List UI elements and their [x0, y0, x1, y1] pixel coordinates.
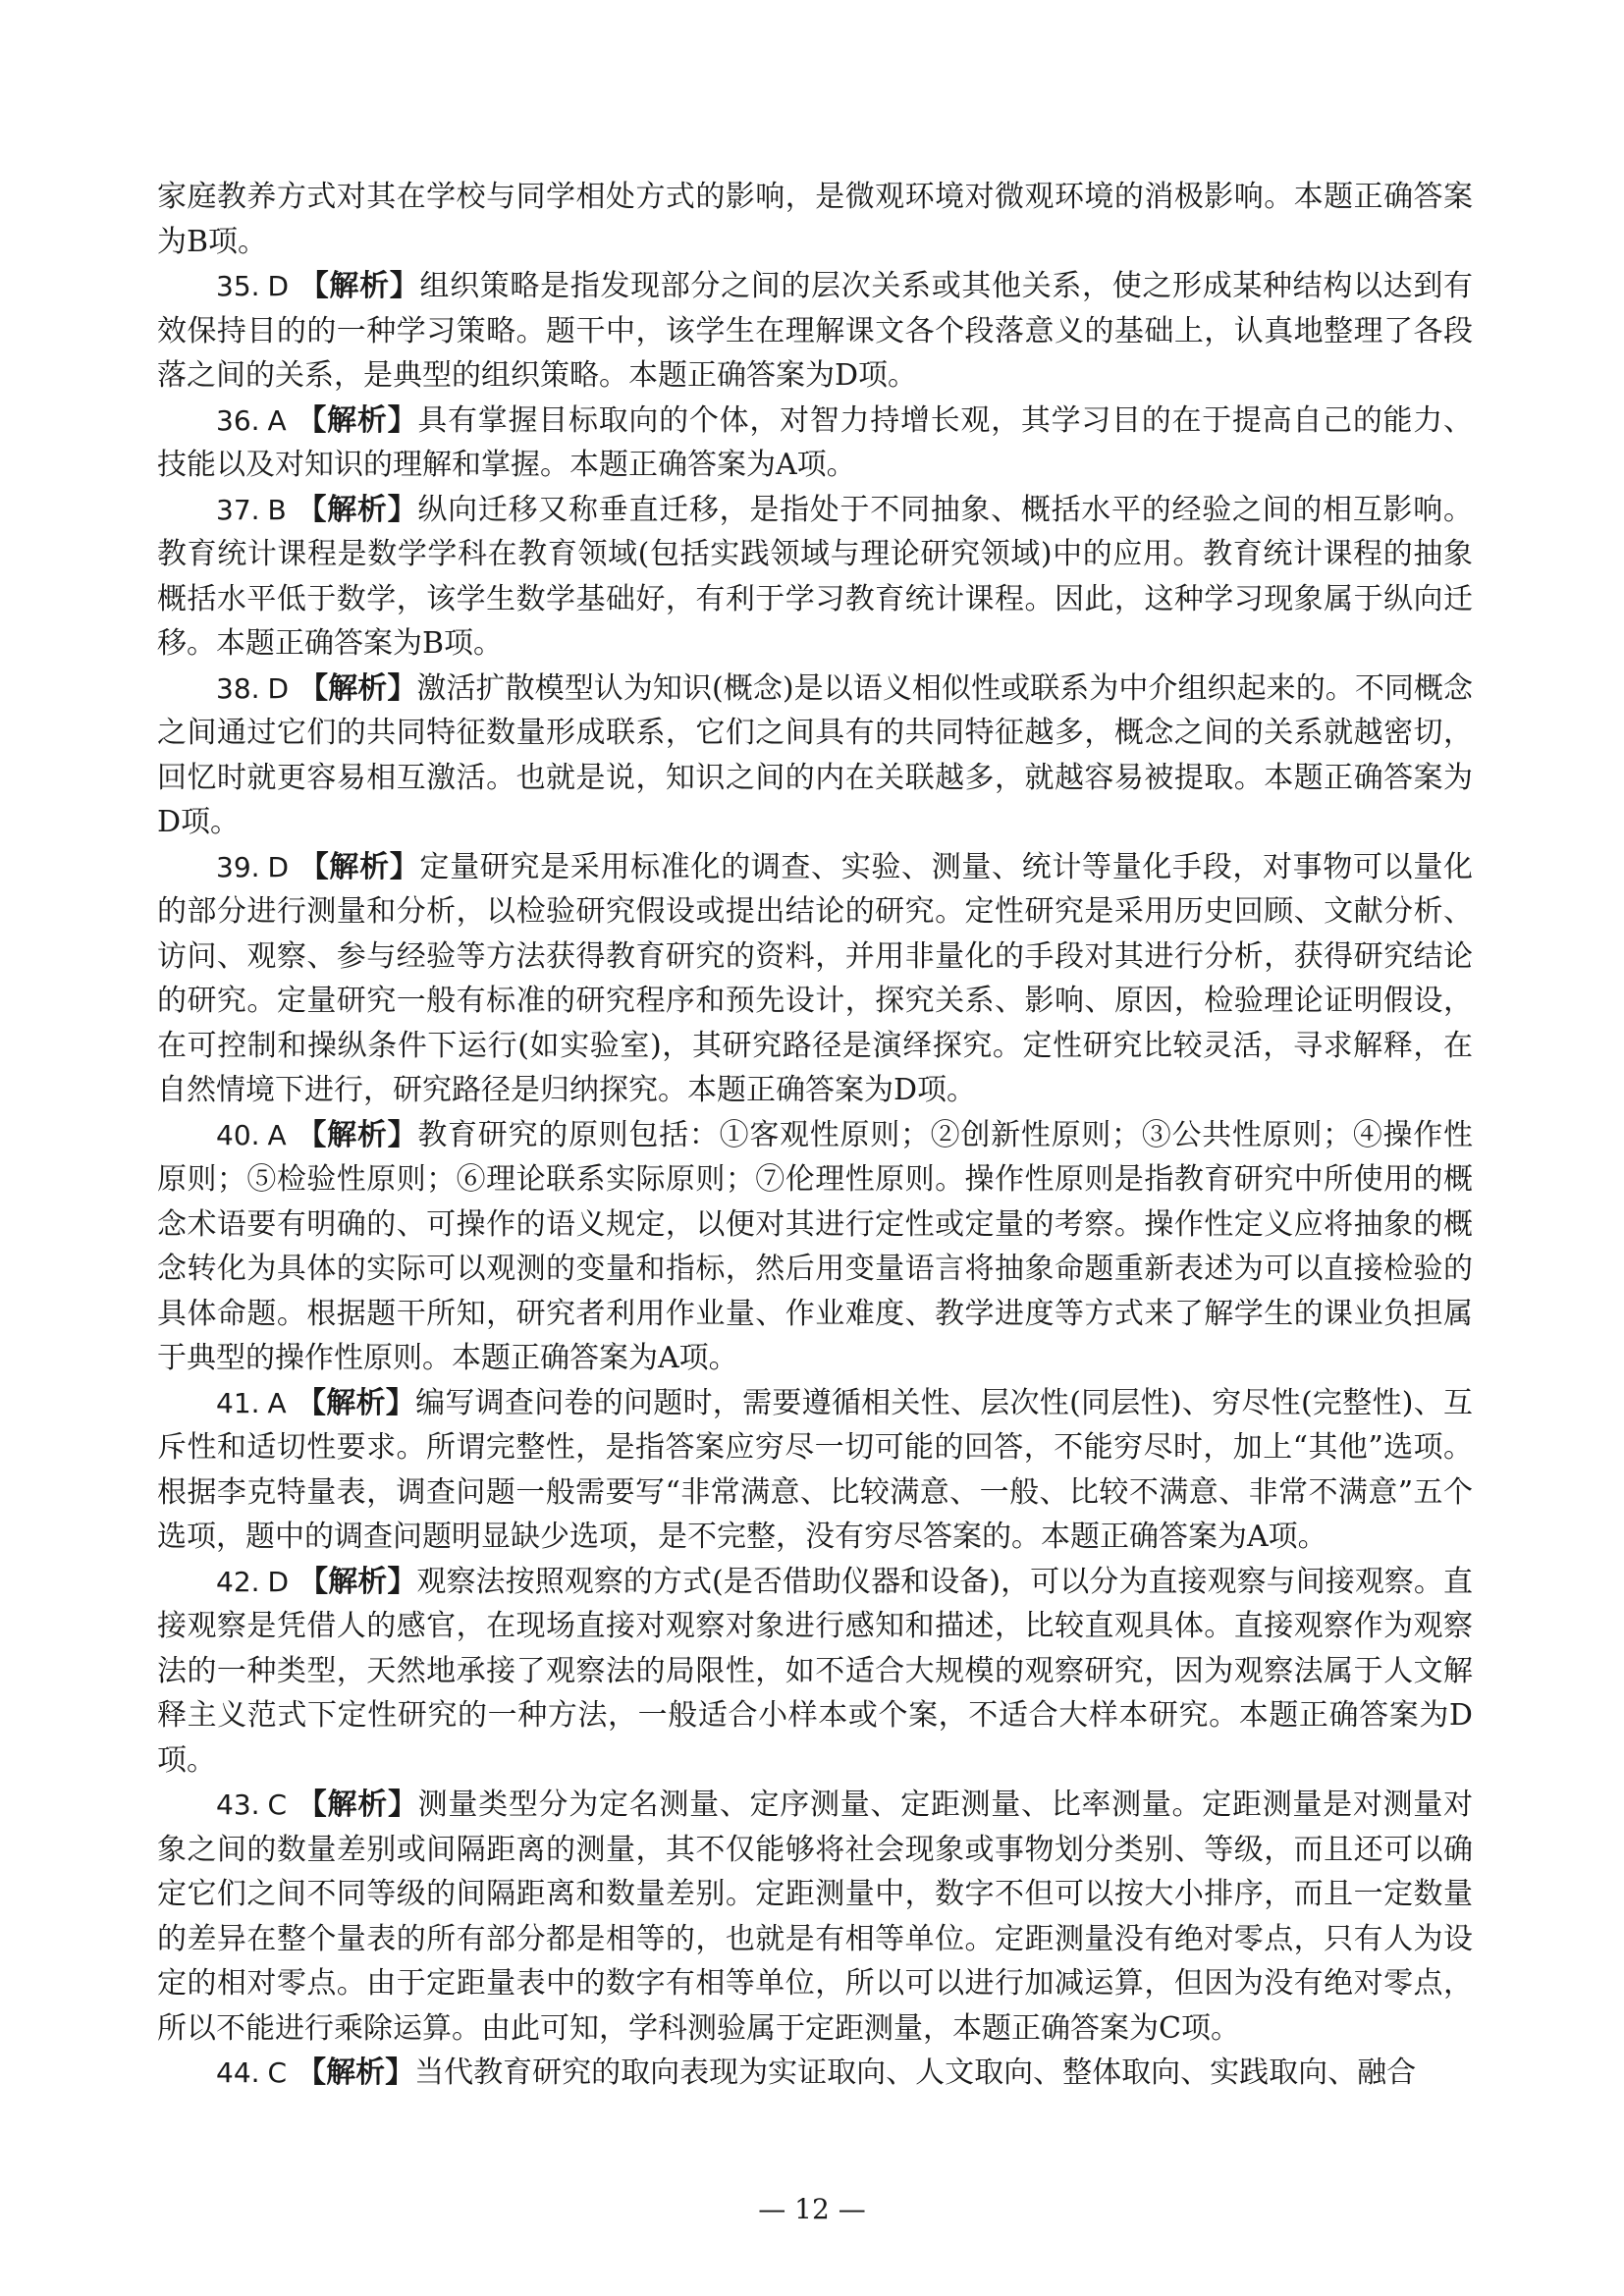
analysis-tag: 【解析】: [296, 492, 418, 527]
analysis-tag: 【解析】: [298, 269, 420, 303]
answer-letter: D: [267, 671, 290, 705]
intro-paragraph: 家庭教养方式对其在学校与同学相处方式的影响，是微观环境对微观环境的消极影响。本题正确答案为B项。: [157, 180, 1473, 259]
answer-item-42: [157, 1560, 1473, 1784]
answer-item-43: [157, 1783, 1473, 2051]
analysis-text: 观察法按照观察的方式(是否借助仪器和设备)，可以分为直接观察与间接观察。直接观察是凭借人的感官，在现场直接对观察对象进行感知和描述，比较直观具体。直接观察作为观察法的一种类型，天然地承接了观察法的局限性，如不适合大规模的观察研究，因为观察法属于人文解释主义范式下定性研究的一种方法，一般适合小样本或个案，不适合大样本研究。本题正确答案为D项。: [157, 1564, 1473, 1778]
analysis-tag: 【解析】: [297, 1788, 418, 1822]
answer-item-35: [157, 264, 1473, 399]
document-body: [157, 175, 1473, 2096]
question-number: 40.: [216, 1118, 260, 1151]
question-number: 35.: [216, 270, 260, 302]
analysis-tag: 【解析】: [298, 849, 420, 884]
answer-letter: D: [267, 850, 290, 883]
answer-letter: C: [267, 2056, 288, 2089]
question-number: 38.: [216, 671, 260, 705]
question-number: 36.: [216, 403, 260, 437]
answer-letter: A: [267, 403, 287, 437]
analysis-tag: 【解析】: [298, 1564, 417, 1599]
question-number: 42.: [216, 1565, 260, 1598]
answer-item-44: [157, 2051, 1473, 2096]
analysis-text: 编写调查问卷的问题时，需要遵循相关性、层次性(同层性)、穷尽性(完整性)、互斥性和适切性要求。所谓完整性，是指答案应穷尽一切可能的回答，不能穷尽时，加上“其他”选项。根据李克特量表，调查问题一般需要写“非常满意、比较满意、一般、比较不满意、非常不满意”五个选项，题中的调查问题明显缺少选项，是不完整，没有穷尽答案的。本题正确答案为A项。: [157, 1385, 1473, 1554]
question-number: 37.: [216, 493, 260, 526]
question-number: 43.: [216, 1789, 260, 1821]
analysis-text: 具有掌握目标取向的个体，对智力持增长观，其学习目的在于提高自己的能力、技能以及对知识的理解和掌握。本题正确答案为A项。: [157, 402, 1474, 482]
answer-item-36: [157, 399, 1473, 488]
answer-letter: D: [267, 270, 290, 302]
answer-letter: A: [267, 1386, 287, 1419]
analysis-tag: 【解析】: [296, 402, 418, 438]
answer-letter: C: [267, 1789, 288, 1821]
analysis-tag: 【解析】: [296, 1117, 418, 1152]
answer-letter: B: [267, 493, 287, 526]
analysis-tag: 【解析】: [296, 1385, 416, 1420]
answer-item-39: [157, 845, 1473, 1113]
analysis-text: 定量研究是采用标准化的调查、实验、测量、统计等量化手段，对事物可以量化的部分进行测量和分析，以检验研究假设或提出结论的研究。定性研究是采用历史回顾、文献分析、访问、观察、参与经验等方法获得教育研究的资料，并用非量化的手段对其进行分析，获得研究结论的研究。定量研究一般有标准的研究程序和预先设计，探究关系、影响、原因，检验理论证明假设，在可控制和操纵条件下运行(如实验室)，其研究路径是演绎探究。定性研究比较灵活，寻求解释，在自然情境下进行，研究路径是归纳探究。本题正确答案为D项。: [157, 849, 1474, 1107]
analysis-text: 激活扩散模型认为知识(概念)是以语义相似性或联系为中介组织起来的。不同概念之间通过它们的共同特征数量形成联系，它们之间具有的共同特征越多，概念之间的关系就越密切，回忆时就更容易相互激活。也就是说，知识之间的内在关联越多，就越容易被提取。本题正确答案为D项。: [157, 670, 1473, 839]
analysis-text: 教育研究的原则包括：①客观性原则；②创新性原则；③公共性原则；④操作性原则；⑤检验性原则；⑥理论联系实际原则；⑦伦理性原则。操作性原则是指教育研究中所使用的概念术语要有明确的、可操作的语义规定，以便对其进行定性或定量的考察。操作性定义应将抽象的概念转化为具体的实际可以观测的变量和指标，然后用变量语言将抽象命题重新表述为可以直接检验的具体命题。根据题干所知，研究者利用作业量、作业难度、教学进度等方式来了解学生的课业负担属于典型的操作性原则。本题正确答案为A项。: [157, 1117, 1474, 1375]
question-number: 39.: [216, 850, 260, 883]
question-number: 41.: [216, 1386, 260, 1419]
answer-item-41: [157, 1381, 1473, 1560]
analysis-text: 测量类型分为定名测量、定序测量、定距测量、比率测量。定距测量是对测量对象之间的数量差别或间隔距离的测量，其不仅能够将社会现象或事物划分类别、等级，而且还可以确定它们之间不同等级的间隔距离和数量差别。定距测量中，数字不但可以按大小排序，而且一定数量的差异在整个量表的所有部分都是相等的，也就是有相等单位。定距测量没有绝对零点，只有人为设定的相对零点。由于定距量表中的数字有相等单位，所以可以进行加减运算，但因为没有绝对零点，所以不能进行乘除运算。由此可知，学科测验属于定距测量，本题正确答案为C项。: [157, 1788, 1473, 2046]
answer-letter: D: [267, 1565, 290, 1598]
answer-item-38: [157, 667, 1473, 845]
question-number: 44.: [216, 2056, 260, 2089]
analysis-text: 当代教育研究的取向表现为实证取向、人文取向、整体取向、实践取向、融合: [414, 2056, 1417, 2090]
analysis-tag: 【解析】: [298, 670, 417, 706]
analysis-text: 纵向迁移又称垂直迁移，是指处于不同抽象、概括水平的经验之间的相互影响。教育统计课程是数学学科在教育领域(包括实践领域与理论研究领域)中的应用。教育统计课程的抽象概括水平低于数学，该学生数学基础好，有利于学习教育统计课程。因此，这种学习现象属于纵向迁移。本题正确答案为B项。: [157, 492, 1474, 661]
analysis-text: 组织策略是指发现部分之间的层次关系或其他关系，使之形成某种结构以达到有效保持目的的一种学习策略。题干中，该学生在理解课文各个段落意义的基础上，认真地整理了各段落之间的关系，是典型的组织策略。本题正确答案为D项。: [157, 269, 1474, 393]
page-number: — 12 —: [758, 2193, 866, 2225]
analysis-tag: 【解析】: [297, 2056, 415, 2090]
answer-item-37: [157, 488, 1473, 667]
answer-item-40: [157, 1113, 1473, 1381]
answer-letter: A: [267, 1118, 287, 1151]
